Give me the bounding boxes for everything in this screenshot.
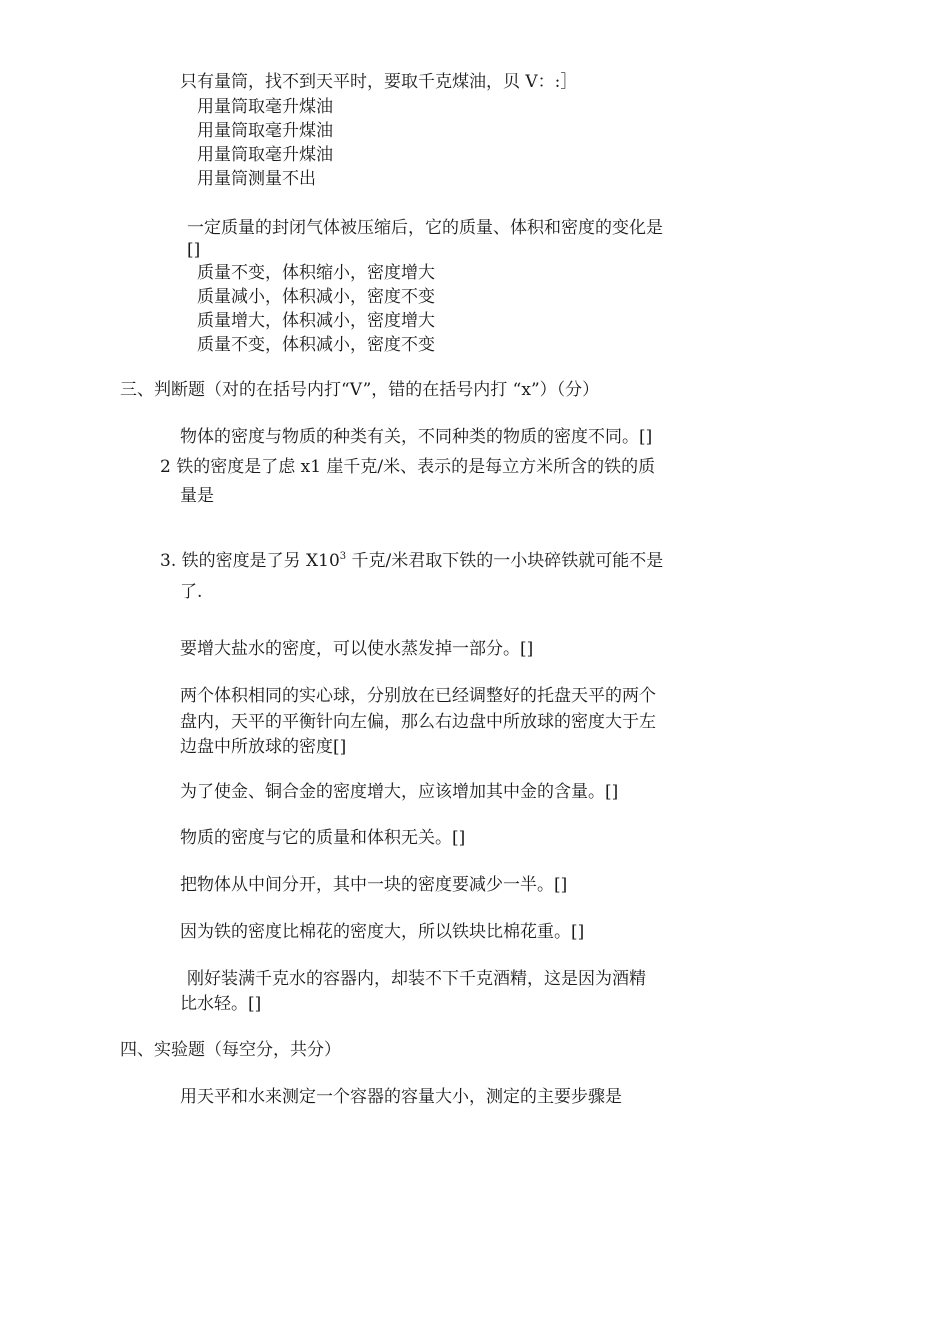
option-d: 用量筒测量不出	[197, 169, 316, 189]
tf-item-1: 物体的密度与物质的种类有关，不同种类的物质的密度不同。[]	[180, 427, 653, 447]
tf-item-9: 因为铁的密度比棉花的密度大，所以铁块比棉花重。[]	[180, 922, 585, 942]
section-heading-true-false: 三、判断题（对的在括号内打“V”，错的在括号内打 “x”）（分）	[120, 380, 600, 400]
tf-item-2-line1: 2 铁的密度是了虑 x1 崖千克/米、表示的是每立方米所含的铁的质	[160, 457, 656, 477]
tf-item-6: 为了使金、铜合金的密度增大，应该增加其中金的含量。[]	[180, 782, 619, 802]
tf-item-10-line2: 比水轻。[]	[180, 994, 262, 1014]
option-a: 用量筒取毫升煤油	[197, 97, 333, 117]
experiment-question-1: 用天平和水来测定一个容器的容量大小，测定的主要步骤是	[180, 1087, 622, 1107]
tf-item-2-line2: 量是	[180, 486, 214, 506]
tf-item-7: 物质的密度与它的质量和体积无关。[]	[180, 828, 466, 848]
tf-item-10-line1: 刚好装满千克水的容器内，却装不下千克酒精，这是因为酒精	[187, 969, 646, 989]
tf-item-5-line3: 边盘中所放球的密度[]	[180, 737, 347, 757]
tf-item-4: 要增大盐水的密度，可以使水蒸发掉一部分。[]	[180, 639, 534, 659]
tf-item-5-line2: 盘内，天平的平衡针向左偏，那么右边盘中所放球的密度大于左	[180, 712, 656, 732]
question-gas-stem: 一定质量的封闭气体被压缩后，它的质量、体积和密度的变化是	[187, 218, 663, 238]
option-b: 质量减小，体积减小，密度不变	[197, 287, 435, 307]
option-b: 用量筒取毫升煤油	[197, 121, 333, 141]
option-a: 质量不变，体积缩小，密度增大	[197, 263, 435, 283]
option-c: 用量筒取毫升煤油	[197, 145, 333, 165]
question-gas-bracket: []	[187, 240, 201, 260]
tf-item-3-line2: 了.	[180, 582, 203, 602]
tf-item-5-line1: 两个体积相同的实心球，分别放在已经调整好的托盘天平的两个	[180, 686, 656, 706]
tf-item-3-line1: 3. 铁的密度是了另 $X10^3$ 千克/米君取下铁的一小块碎铁就可能不是	[160, 551, 664, 571]
section-heading-experiment: 四、实验题（每空分，共分）	[120, 1040, 341, 1060]
tf-item-8: 把物体从中间分开，其中一块的密度要减少一半。[]	[180, 875, 568, 895]
question-kerosene-stem: 只有量筒，找不到天平时，要取千克煤油，贝 V：:］	[180, 72, 578, 92]
option-c: 质量增大，体积减小，密度增大	[197, 311, 435, 331]
option-d: 质量不变，体积减小，密度不变	[197, 335, 435, 355]
